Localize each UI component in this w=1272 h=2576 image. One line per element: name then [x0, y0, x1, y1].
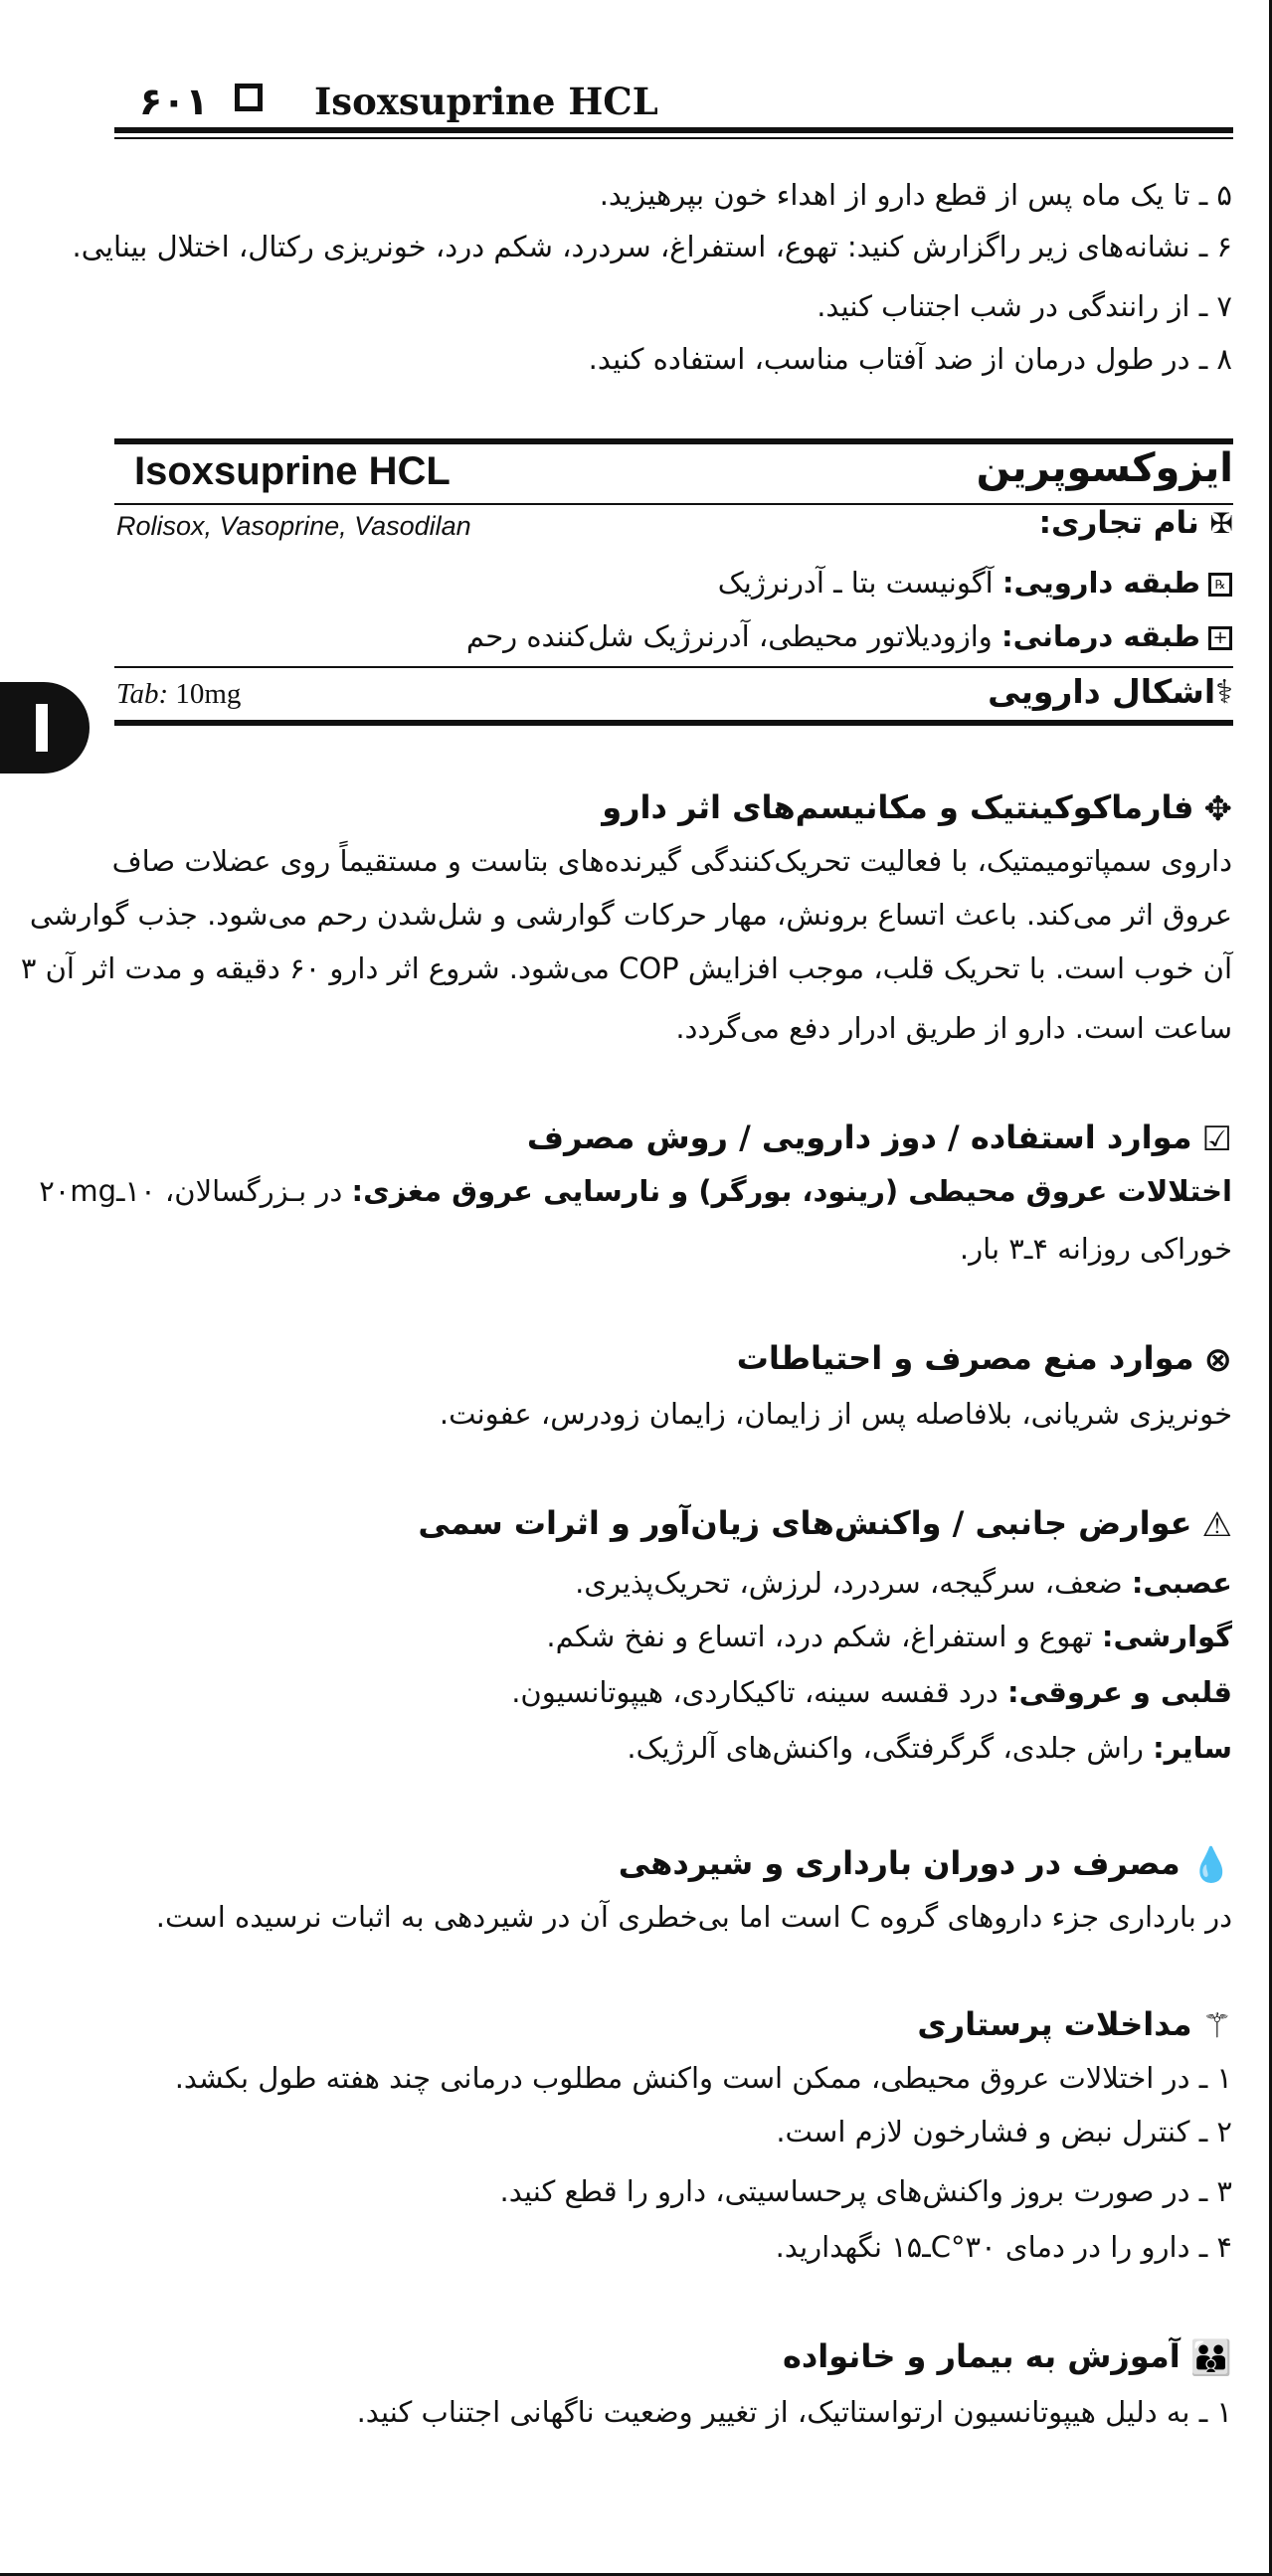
warning-icon: ⚠ — [1201, 1505, 1232, 1545]
plus-box-icon: + — [1208, 626, 1232, 650]
running-header — [139, 78, 1233, 129]
pharmacology-heading: ✥فارماکوکینتیک و مکانیسم‌های اثر دارو — [602, 788, 1232, 829]
list-item: ۸ ـ در طول درمان از ضد آفتاب مناسب، استفاده کنید. — [588, 342, 1232, 376]
paragraph-line: آن خوب است. با تحریک قلب، موجب افزایش COP می‌شود. شروع اثر دارو ۶۰ دقیقه و مدت اثر آن ۳ — [20, 951, 1232, 985]
indication-line: خوراکی روزانه ۴ـ۳ بار. — [959, 1232, 1232, 1266]
rx-box-icon: ℞ — [1208, 573, 1232, 597]
caduceus-icon: ⚕ — [1215, 672, 1233, 711]
nursing-heading: ⚚مداخلات پرستاری — [917, 2005, 1232, 2046]
contraindications-heading: ⊗موارد منع مصرف و احتیاطات — [736, 1339, 1232, 1380]
drug-box-bottom-rule — [114, 720, 1233, 726]
checkbox-icon: ☑ — [1201, 1119, 1232, 1159]
pregnancy-text: در بارداری جزء داروهای گروه C است اما بی‌خطری آن در شیردهی به اثبات نرسیده است. — [155, 1900, 1232, 1934]
mechanism-icon: ✥ — [1203, 789, 1232, 829]
nursing-item: ۱ ـ در اختلالات عروق محیطی، ممکن است واکنش مطلوب درمانی چند هفته طول بکشد. — [174, 2061, 1232, 2095]
trade-label: ✠ نام تجاری: — [1038, 505, 1233, 541]
header-rule-thin — [114, 137, 1233, 139]
trade-names: Rolisox, Vasoprine, Vasodilan — [116, 511, 471, 541]
education-item: ۱ ـ به دلیل هیپوتانسیون ارتواستاتیک، از تغییر وضعیت ناگهانی اجتناب کنید. — [356, 2395, 1232, 2429]
family-icon: 👪 — [1189, 2338, 1232, 2378]
side-effect-item: قلبی و عروقی: درد قفسه سینه، تاکیکاردی، هیپوتانسیون. — [511, 1675, 1232, 1709]
nursing-item: ۲ ـ کنترل نبض و فشارخون لازم است. — [776, 2115, 1232, 2148]
square-icon — [235, 84, 263, 111]
therapeutic-class-row: +طبقه درمانی: وازودیلاتور محیطی، آدرنرژیک شل‌کننده رحم — [113, 610, 1232, 662]
side-effect-item: گوارشی: تهوع و استفراغ، شکم درد، اتساع و نفخ شکم. — [546, 1620, 1232, 1653]
trade-names-row — [114, 505, 1233, 553]
education-heading: 👪آموزش به بیمار و خانواده — [782, 2337, 1232, 2378]
paragraph-line: داروی سمپاتومیمتیک، با فعالیت تحریک‌کنندگی گیرنده‌های بتاست و مستقیماً روی عضلات صاف — [111, 844, 1232, 878]
nursing-item: ۴ ـ دارو را در دمای ۳۰°C‌ـ۱۵ نگهدارید. — [775, 2230, 1232, 2264]
prohibited-icon: ⊗ — [1203, 1340, 1232, 1380]
side-thumb-tab — [0, 682, 90, 773]
nurse-icon: ⚚ — [1201, 2006, 1232, 2046]
side-effect-item: سایر: راش جلدی، گرگرفتگی، واکنش‌های آلرژیک. — [627, 1731, 1232, 1765]
drug-title-row — [114, 445, 1233, 503]
list-item: ۵ ـ تا یک ماه پس از قطع دارو از اهداء خون بپرهیزید. — [599, 178, 1232, 212]
dosage-forms-row — [114, 668, 1233, 718]
drug-class-row: ℞طبقه دارویی: آگونیست بتا ـ آدرنرژیک — [113, 557, 1232, 608]
side-effects-heading: ⚠عوارض جانبی / واکنش‌های زیان‌آور و اثرات سمی — [418, 1504, 1232, 1545]
header-rule — [114, 127, 1233, 133]
running-title: Isoxsuprine HCL — [314, 80, 658, 123]
list-item: ۷ ـ از رانندگی در شب اجتناب کنید. — [817, 289, 1232, 323]
drug-name-english: Isoxsuprine HCL — [134, 449, 451, 493]
page-number: ۶۰۱ — [139, 80, 209, 123]
nursing-item: ۳ ـ در صورت بروز واکنش‌های پرحساسیتی، دارو را قطع کنید. — [499, 2174, 1232, 2208]
drug-box-top-rule — [114, 438, 1233, 444]
drop-icon: 💧 — [1189, 1845, 1232, 1885]
cross-icon: ✠ — [1209, 507, 1233, 540]
paragraph-line: عروق اثر می‌کند. باعث اتساع برونش، مهار حرکات گوارشی و شل‌شدن رحم می‌شود. جذب گوارشی — [29, 898, 1232, 932]
indication-line: اختلالات عروق محیطی (رینود، بورگر) و نارسایی عروق مغزی: در بـزرگسالان، ۱۰ـ۲۰mg — [39, 1174, 1232, 1208]
drug-name-persian: ایزوکسوپرین — [976, 445, 1233, 491]
dosage-form-value: Tab: 10mg — [116, 678, 242, 710]
paragraph-line: ساعت است. دارو از طریق ادرار دفع می‌گردد. — [675, 1011, 1232, 1045]
side-effect-item: عصبی: ضعف، سرگیجه، سردرد، لرزش، تحریک‌پذیری. — [575, 1566, 1232, 1600]
contraindications-text: خونریزی شریانی، بلافاصله پس از زایمان، زایمان زودرس، عفونت. — [439, 1397, 1232, 1431]
list-item: ۶ ـ نشانه‌های زیر راگزارش کنید: تهوع، استفراغ، سردرد، شکم درد، خونریزی رکتال، اختلال بینایی. — [72, 230, 1232, 263]
dosage-forms-label: ⚕اشکال دارویی — [988, 672, 1233, 711]
indications-heading: ☑موارد استفاده / دوز دارویی / روش مصرف — [526, 1118, 1232, 1159]
pregnancy-heading: 💧مصرف در دوران بارداری و شیردهی — [618, 1844, 1232, 1885]
